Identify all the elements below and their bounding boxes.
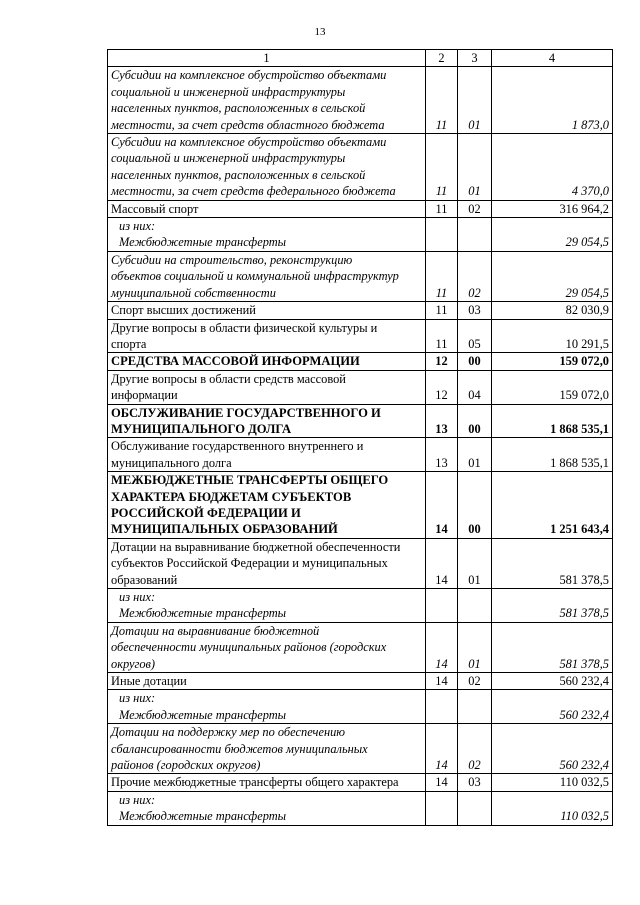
row-name-line: из них: [119,691,156,706]
table-row [108,370,613,404]
row-amount: 4 370,0 [492,134,613,201]
row-name-line: информации [111,388,178,403]
row-name-line: обеспеченности муниципальных районов (городских [111,640,387,655]
row-name-line: Дотации на выравнивание бюджетной [111,623,320,638]
row-subsection-code [458,218,492,252]
row-amount: 1 251 643,4 [492,472,613,539]
column-header-1: 1 [108,50,426,67]
row-subsection-code: 02 [458,673,492,690]
row-name-line: Иные дотации [111,674,187,689]
row-section-code: 11 [426,134,458,201]
row-name [108,724,426,774]
row-name [108,404,426,438]
row-subsection-code [458,791,492,825]
row-subsection-code: 04 [458,370,492,404]
row-section-code: 13 [426,438,458,472]
table-row [108,438,613,472]
row-name [108,774,426,791]
row-name [108,791,426,825]
row-name-line: Другие вопросы в области средств массовой [111,371,346,386]
row-name-line: социальной и инженерной инфраструктуры [111,151,346,166]
row-amount: 560 232,4 [492,673,613,690]
row-name-line: муниципального долга [111,455,232,470]
table-row [108,622,613,672]
row-amount: 1 868 535,1 [492,404,613,438]
row-name-line: МУНИЦИПАЛЬНЫХ ОБРАЗОВАНИЙ [111,522,338,537]
table-row [108,319,613,353]
row-amount: 110 032,5 [492,774,613,791]
table-row [108,774,613,791]
row-subsection-code: 03 [458,774,492,791]
row-subsection-code: 01 [458,67,492,134]
row-section-code: 14 [426,774,458,791]
row-name-line: сбалансированности бюджетов муниципальных [111,741,368,756]
table-row [108,791,613,825]
row-name-line: Прочие межбюджетные трансферты общего характера [111,775,399,790]
row-amount: 560 232,4 [492,724,613,774]
table-row [108,724,613,774]
table-row [108,218,613,252]
row-amount: 82 030,9 [492,302,613,319]
table-row [108,67,613,134]
table-row [108,134,613,201]
row-amount: 29 054,5 [492,251,613,301]
row-name-line: населенных пунктов, расположенных в сельской [111,101,366,116]
row-name [108,353,426,370]
row-subsection-code: 02 [458,200,492,217]
row-name-line: Межбюджетные трансферты [119,606,287,621]
row-subsection-code: 02 [458,724,492,774]
table-row [108,589,613,623]
row-subsection-code: 01 [458,438,492,472]
row-name [108,251,426,301]
row-name-line: объектов социальной и коммунальной инфраструктур [111,269,399,284]
row-name [108,690,426,724]
row-name-line: из них: [119,792,156,807]
row-name-line: Обслуживание государственного внутреннего и [111,439,364,454]
row-name [108,218,426,252]
row-name-line: ХАРАКТЕРА БЮДЖЕТАМ СУБЪЕКТОВ [111,489,352,504]
page-number: 13 [314,26,326,38]
row-section-code: 12 [426,353,458,370]
row-name [108,200,426,217]
row-name-line: субъектов Российской Федерации и муниципальных [111,556,388,571]
row-section-code: 14 [426,472,458,539]
row-name [108,589,426,623]
row-name-line: местности, за счет средств федерального бюджета [111,184,396,199]
row-subsection-code: 05 [458,319,492,353]
row-section-code: 14 [426,538,458,588]
table-row [108,538,613,588]
row-section-code: 13 [426,404,458,438]
row-name [108,67,426,134]
row-section-code: 11 [426,319,458,353]
row-name [108,673,426,690]
column-header-4: 4 [492,50,613,67]
table-row [108,200,613,217]
row-section-code [426,690,458,724]
row-name [108,134,426,201]
table-row [108,302,613,319]
row-subsection-code: 00 [458,404,492,438]
row-name-line: Межбюджетные трансферты [119,235,287,250]
row-section-code: 14 [426,673,458,690]
row-name-line: спорта [111,336,147,351]
row-section-code: 12 [426,370,458,404]
row-name-line: Субсидии на комплексное обустройство объектами [111,135,387,150]
row-name-line: Дотации на поддержку мер по обеспечению [111,725,346,740]
row-amount: 29 054,5 [492,218,613,252]
row-name-line: Межбюджетные трансферты [119,809,287,824]
row-amount: 1 873,0 [492,67,613,134]
row-subsection-code: 00 [458,353,492,370]
table-row [108,472,613,539]
row-name-line: СРЕДСТВА МАССОВОЙ ИНФОРМАЦИИ [111,354,360,369]
row-amount: 581 378,5 [492,538,613,588]
row-name-line: МУНИЦИПАЛЬНОГО ДОЛГА [111,421,292,436]
row-name-line: ОБСЛУЖИВАНИЕ ГОСУДАРСТВЕННОГО И [111,405,381,420]
row-amount: 1 868 535,1 [492,438,613,472]
row-name [108,622,426,672]
row-amount: 110 032,5 [492,791,613,825]
row-section-code: 14 [426,724,458,774]
row-amount: 159 072,0 [492,370,613,404]
table-body [108,67,613,825]
row-amount: 581 378,5 [492,622,613,672]
row-subsection-code [458,589,492,623]
row-subsection-code: 01 [458,538,492,588]
row-section-code: 14 [426,622,458,672]
row-name-line: образований [111,572,178,587]
row-amount: 560 232,4 [492,690,613,724]
row-name-line: Массовый спорт [111,201,199,216]
row-name-line: Дотации на выравнивание бюджетной обеспеченности [111,539,401,554]
row-subsection-code: 03 [458,302,492,319]
row-name-line: из них: [119,590,156,604]
row-name-line: местности, за счет средств областного бюджета [111,117,385,132]
table-row [108,353,613,370]
row-section-code: 11 [426,200,458,217]
row-section-code: 11 [426,251,458,301]
row-name-line: МЕЖБЮДЖЕТНЫЕ ТРАНСФЕРТЫ ОБЩЕГО [111,473,389,488]
column-header-2: 2 [426,50,458,67]
row-name-line: Другие вопросы в области физической культуры и [111,320,378,335]
row-name-line: населенных пунктов, расположенных в сельской [111,167,366,182]
row-name-line: округов) [111,656,156,671]
row-name [108,370,426,404]
row-section-code [426,589,458,623]
table-header-row [108,50,613,67]
row-name [108,302,426,319]
row-subsection-code: 01 [458,134,492,201]
table-row [108,690,613,724]
row-name-line: муниципальной собственности [111,285,276,300]
row-amount: 316 964,2 [492,200,613,217]
row-section-code [426,791,458,825]
row-section-code: 11 [426,302,458,319]
row-name-line: социальной и инженерной инфраструктуры [111,84,346,99]
table-row [108,251,613,301]
row-name-line: Межбюджетные трансферты [119,707,287,722]
table-row [108,404,613,438]
row-name [108,319,426,353]
row-name-line: из них: [119,219,156,234]
row-subsection-code [458,690,492,724]
row-subsection-code: 02 [458,251,492,301]
row-subsection-code: 00 [458,472,492,539]
row-amount: 581 378,5 [492,589,613,623]
row-name-line: Субсидии на строительство, реконструкцию [111,252,353,267]
row-subsection-code: 01 [458,622,492,672]
row-section-code [426,218,458,252]
row-name-line: районов (городских округов) [111,758,261,773]
table-row [108,673,613,690]
row-name-line: Спорт высших достижений [111,303,256,318]
row-name-line: РОССИЙСКОЙ ФЕДЕРАЦИИ И [111,505,301,520]
column-header-3: 3 [458,50,492,67]
row-amount: 10 291,5 [492,319,613,353]
row-section-code: 11 [426,67,458,134]
row-name [108,538,426,588]
budget-table [107,49,613,826]
row-name [108,472,426,539]
row-amount: 159 072,0 [492,353,613,370]
row-name-line: Субсидии на комплексное обустройство объектами [111,68,387,83]
row-name [108,438,426,472]
